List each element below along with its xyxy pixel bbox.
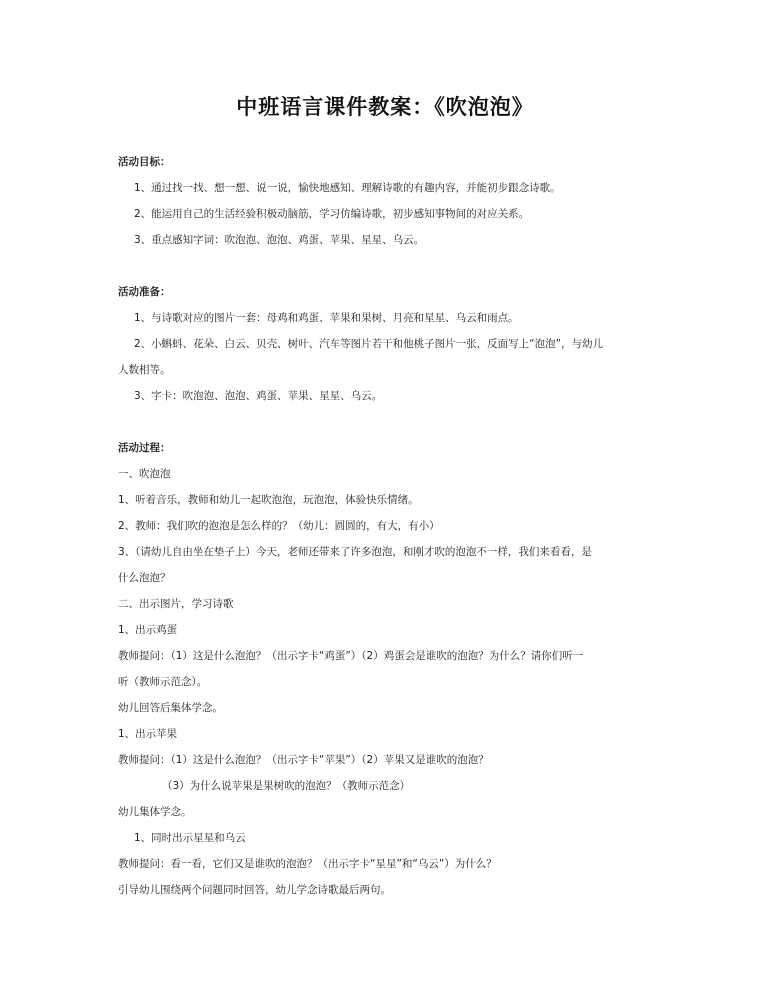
goal-item: 1、通过找一找、想一想、说一说，愉快地感知、理解诗歌的有趣内容，并能初步跟念诗歌。 [134, 182, 561, 194]
preparation-item: 3、字卡：吹泡泡、泡泡、鸡蛋、苹果、星星、乌云。 [134, 390, 383, 402]
process-paragraph: 3、（请幼儿自由坐在垫子上）今天，老师还带来了许多泡泡，和刚才吹的泡泡不一样，我们来看看，是 [118, 546, 592, 558]
subsection-title: 1、出示鸡蛋 [118, 624, 178, 636]
process-paragraph: 教师提问：看一看，它们又是谁吹的泡泡？（出示字卡“星星”和“乌云”）为什么？ [118, 858, 497, 870]
page-title: 中班语言课件教案：《吹泡泡》 [236, 95, 534, 119]
subsection-title: 1、出示苹果 [118, 728, 178, 740]
preparation-item-continued: 人数相等。 [118, 364, 171, 376]
process-paragraph: 教师提问：（1）这是什么泡泡？（出示字卡“苹果”）（2）苹果又是谁吹的泡泡？ [118, 754, 489, 766]
process-paragraph-continued: 听（教师示范念）。 [118, 676, 208, 688]
preparation-item: 1、与诗歌对应的图片一套：母鸡和鸡蛋、苹果和果树、月亮和星星、乌云和雨点。 [134, 312, 519, 324]
section-title: 二、出示图片，学习诗歌 [118, 598, 234, 610]
process-heading: 活动过程： [118, 442, 171, 454]
preparation-heading: 活动准备： [118, 286, 171, 298]
process-paragraph: 1、听着音乐，教师和幼儿一起吹泡泡，玩泡泡，体验快乐情绪。 [118, 494, 419, 506]
subsection-title: 1、同时出示星星和乌云 [134, 832, 246, 844]
preparation-item: 2、小蝌蚪、花朵、白云、贝壳、树叶、汽车等图片若干和他桃子图片一张，反面写上“泡泡”，与幼儿 [134, 338, 604, 350]
process-paragraph: 引导幼儿围绕两个问题同时回答，幼儿学念诗歌最后两句。 [118, 884, 391, 896]
section-title: 一、吹泡泡 [118, 468, 171, 480]
process-paragraph-continued: 什么泡泡？ [118, 572, 171, 584]
process-paragraph: 幼儿回答后集体学念。 [118, 702, 223, 714]
goal-item: 2、能运用自己的生活经验积极动脑筋，学习仿编诗歌，初步感知事物间的对应关系。 [134, 208, 530, 220]
process-paragraph-continued: （3）为什么说苹果是果树吹的泡泡？（教师示范念） [162, 780, 411, 792]
goals-heading: 活动目标： [118, 156, 171, 168]
process-paragraph: 幼儿集体学念。 [118, 806, 192, 818]
goal-item: 3、重点感知字词：吹泡泡、泡泡、鸡蛋、苹果、星星、乌云。 [134, 234, 425, 246]
process-paragraph: 2、教师：我们吹的泡泡是怎么样的？（幼儿：圆圆的，有大，有小） [118, 520, 440, 532]
process-paragraph: 教师提问：（1）这是什么泡泡？（出示字卡“鸡蛋”）（2）鸡蛋会是谁吹的泡泡？为什么？请你们听一 [118, 650, 584, 662]
